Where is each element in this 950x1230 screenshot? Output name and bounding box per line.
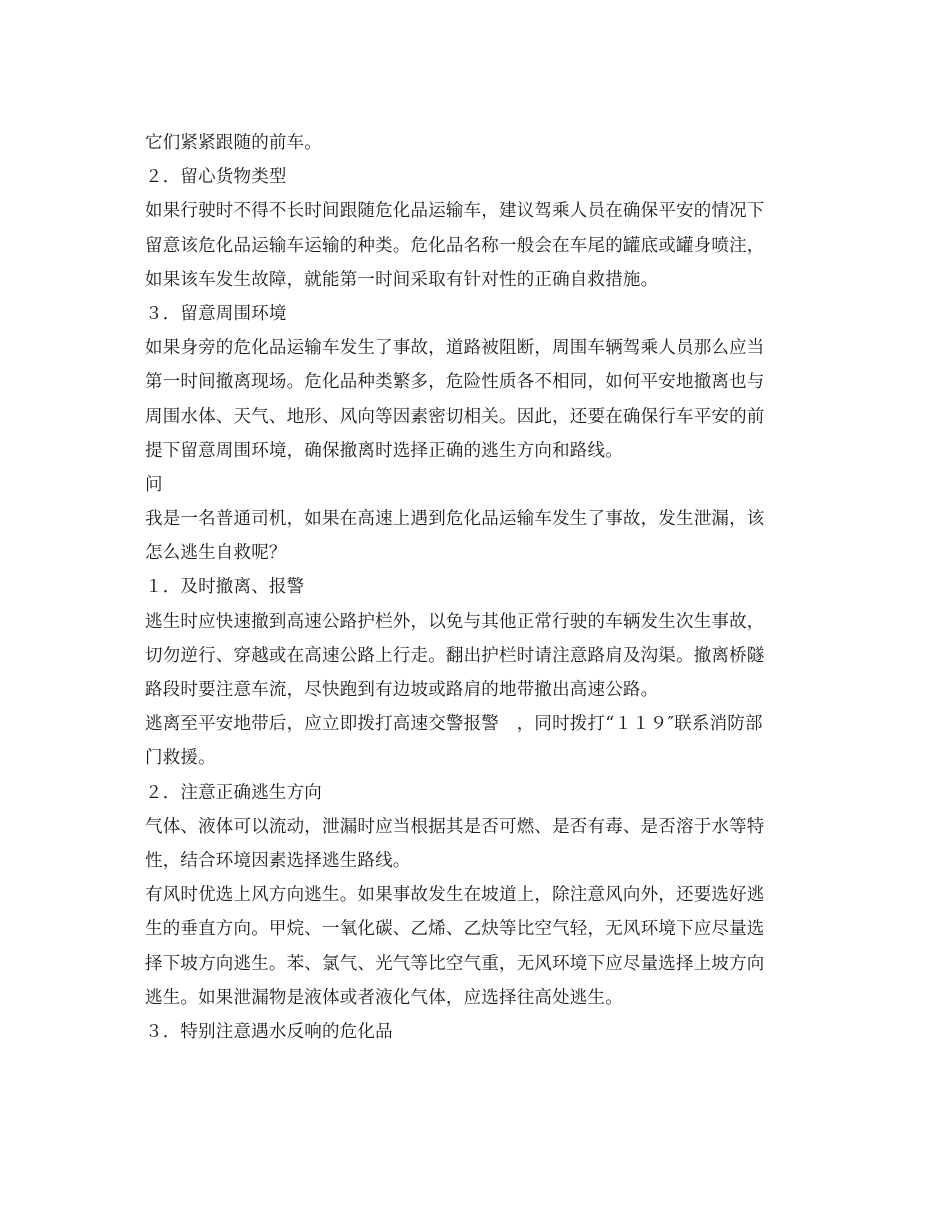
text-line: 性，结合环境因素选择逃生路线。 xyxy=(145,850,411,871)
text-line: 周围水体、天气、地形、风向等因素密切相关。因此，还要在确保行车平安的前 xyxy=(145,406,765,427)
text-line: 逃生。如果泄漏物是液体或者液化气体，应选择往高处逃生。 xyxy=(145,987,623,1008)
text-line: 如果该车发生故障，就能第一时间采取有针对性的正确自救措施。 xyxy=(145,269,659,290)
section-heading: ３．留意周围环境 xyxy=(145,303,287,324)
text-line: 气体、液体可以流动，泄漏时应当根据其是否可燃、是否有毒、是否溶于水等特 xyxy=(145,816,765,837)
section-heading: ２．留心货物类型 xyxy=(145,167,287,188)
text-line: 我是一名普通司机，如果在高速上遇到危化品运输车发生了事故，发生泄漏，该 xyxy=(145,509,765,530)
text-line: 门救援。 xyxy=(145,748,216,769)
text-line: 有风时优选上风方向逃生。如果事故发生在坡道上，除注意风向外，还要选好逃 xyxy=(145,885,765,906)
section-heading: ３．特别注意遇水反响的危化品 xyxy=(145,1021,393,1042)
question-label: 问 xyxy=(145,474,163,495)
text-line: 如果行驶时不得不长时间跟随危化品运输车，建议驾乘人员在确保平安的情况下 xyxy=(145,201,765,222)
text-line: 第一时间撤离现场。危化品种类繁多，危险性质各不相同，如何平安地撤离也与 xyxy=(145,372,765,393)
text-line: 逃生时应快速撤到高速公路护栏外，以免与其他正常行驶的车辆发生次生事故， xyxy=(145,611,765,632)
text-line: 生的垂直方向。甲烷、一氧化碳、乙烯、乙炔等比空气轻，无风环境下应尽量选 xyxy=(145,919,765,940)
text-line: 择下坡方向逃生。苯、氯气、光气等比空气重，无风环境下应尽量选择上坡方向 xyxy=(145,953,765,974)
text-line: 怎么逃生自救呢？ xyxy=(145,543,287,564)
text-line: 如果身旁的危化品运输车发生了事故，道路被阻断，周围车辆驾乘人员那么应当 xyxy=(145,338,765,359)
text-line: 留意该危化品运输车运输的种类。危化品名称一般会在车尾的罐底或罐身喷注， xyxy=(145,235,765,256)
section-heading: ２．注意正确逃生方向 xyxy=(145,782,322,803)
text-line: 它们紧紧跟随的前车。 xyxy=(145,133,322,153)
text-line: 路段时要注意车流，尽快跑到有边坡或路肩的地带撤出高速公路。 xyxy=(145,680,659,700)
section-heading: １．及时撤离、报警 xyxy=(145,577,305,598)
text-line: 切勿逆行、穿越或在高速公路上行走。翻出护栏时请注意路肩及沟渠。撤离桥隧 xyxy=(145,645,765,666)
text-line: 逃离至平安地带后，应立即拨打高速交警报警 ，同时拨打“１１９″联系消防部 xyxy=(145,714,763,735)
document-page xyxy=(145,126,810,1049)
text-line: 提下留意周围环境，确保撤离时选择正确的逃生方向和路线。 xyxy=(145,440,623,461)
